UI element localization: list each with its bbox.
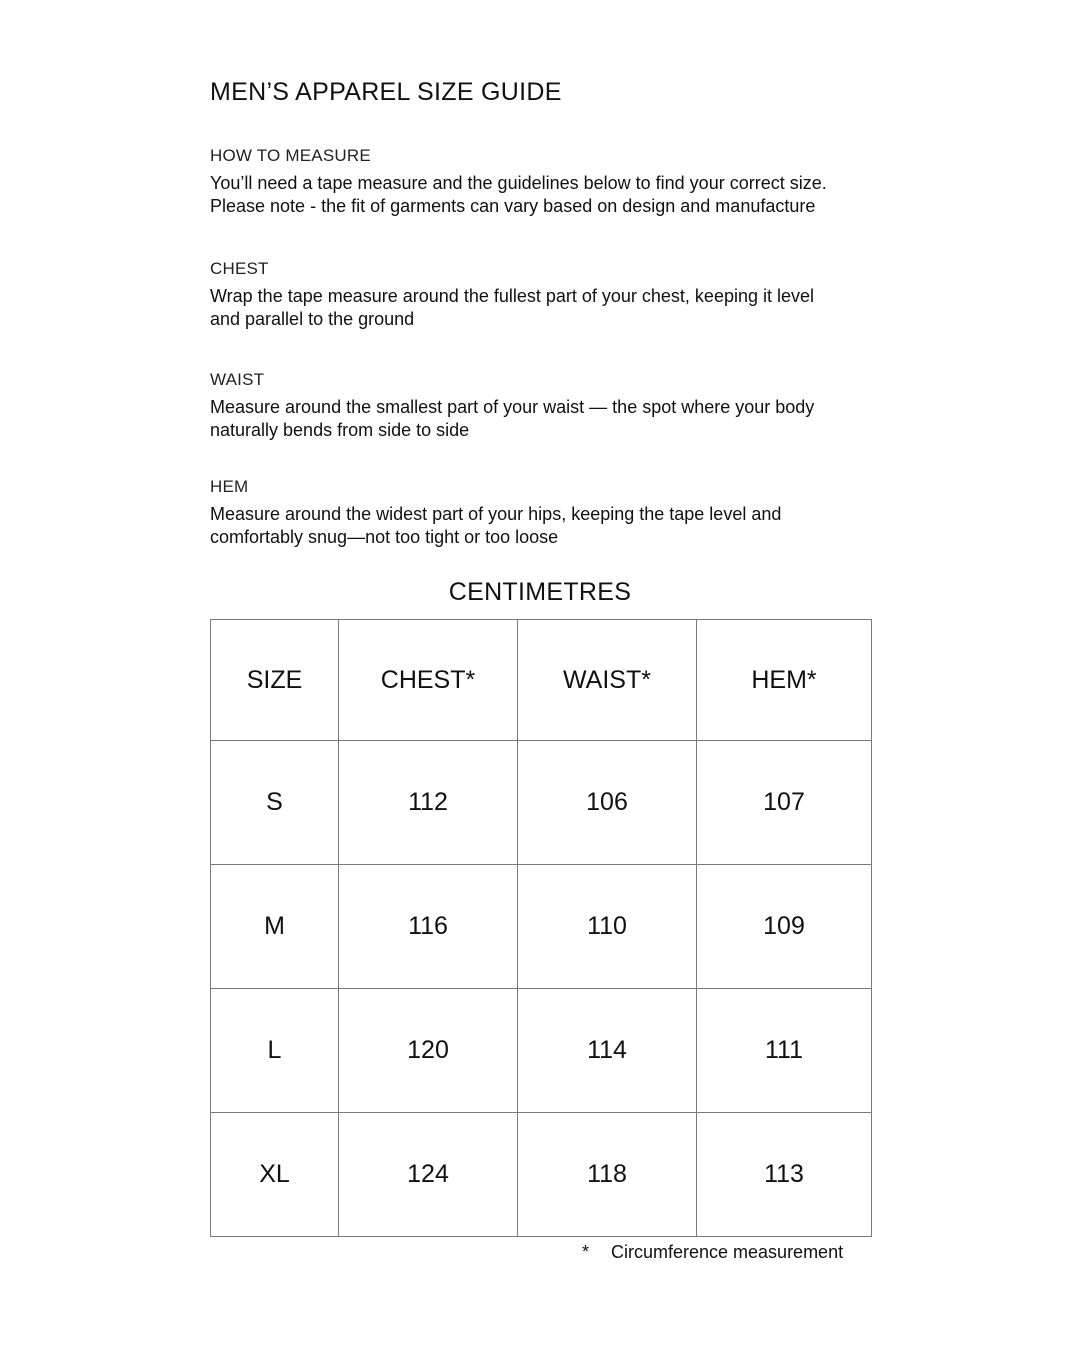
chest-cell: 124: [339, 1113, 518, 1237]
waist-heading: WAIST: [210, 370, 265, 389]
hem-cell: 111: [697, 989, 872, 1113]
waist-cell: 114: [518, 989, 697, 1113]
chest-line-2: and parallel to the ground: [210, 309, 415, 329]
table-row: [211, 989, 872, 1113]
waist-line-2: naturally bends from side to side: [210, 420, 470, 440]
units-label: CENTIMETRES: [448, 578, 632, 606]
hem-line-1: Measure around the widest part of your hips, keeping the tape level and: [210, 504, 782, 524]
how-to-measure-line-2: Please note - the fit of garments can vary based on design and manufacture: [210, 196, 816, 216]
waist-line-1: Measure around the smallest part of your waist — the spot where your body: [210, 397, 815, 417]
size-cell: M: [211, 865, 339, 989]
hem-cell: 113: [697, 1113, 872, 1237]
waist-text: [210, 396, 910, 442]
chest-text: [210, 285, 910, 331]
chest-cell: 112: [339, 741, 518, 865]
how-to-measure-line-1: You’ll need a tape measure and the guidelines below to find your correct size.: [210, 173, 827, 193]
table-header-row: [211, 620, 872, 741]
chest-cell: 116: [339, 865, 518, 989]
column-header-hem: HEM*: [697, 620, 872, 741]
chest-heading: CHEST: [210, 259, 269, 278]
size-table: [210, 619, 872, 1237]
column-header-size: SIZE: [211, 620, 339, 741]
footnote-marker: *: [582, 1242, 590, 1262]
hem-heading: HEM: [210, 477, 249, 496]
footnote-text: Circumference measurement: [611, 1242, 844, 1262]
how-to-measure-text: [210, 172, 910, 218]
waist-cell: 118: [518, 1113, 697, 1237]
table-row: [211, 1113, 872, 1237]
chest-line-1: Wrap the tape measure around the fullest part of your chest, keeping it level: [210, 286, 815, 306]
table-row: [211, 865, 872, 989]
how-to-measure-heading: HOW TO MEASURE: [210, 146, 371, 165]
column-header-chest: CHEST*: [339, 620, 518, 741]
column-header-waist: WAIST*: [518, 620, 697, 741]
chest-cell: 120: [339, 989, 518, 1113]
footnote: [582, 1242, 872, 1263]
size-cell: XL: [211, 1113, 339, 1237]
hem-cell: 109: [697, 865, 872, 989]
how-to-measure-section: [210, 145, 910, 218]
hem-cell: 107: [697, 741, 872, 865]
table-row: [211, 741, 872, 865]
chest-section: [210, 258, 910, 331]
size-cell: S: [211, 741, 339, 865]
page-title: MEN’S APPAREL SIZE GUIDE: [210, 78, 562, 106]
waist-section: [210, 369, 910, 442]
hem-line-2: comfortably snug—not too tight or too loose: [210, 527, 559, 547]
waist-cell: 106: [518, 741, 697, 865]
waist-cell: 110: [518, 865, 697, 989]
hem-section: [210, 476, 910, 549]
size-cell: L: [211, 989, 339, 1113]
hem-text: [210, 503, 910, 549]
